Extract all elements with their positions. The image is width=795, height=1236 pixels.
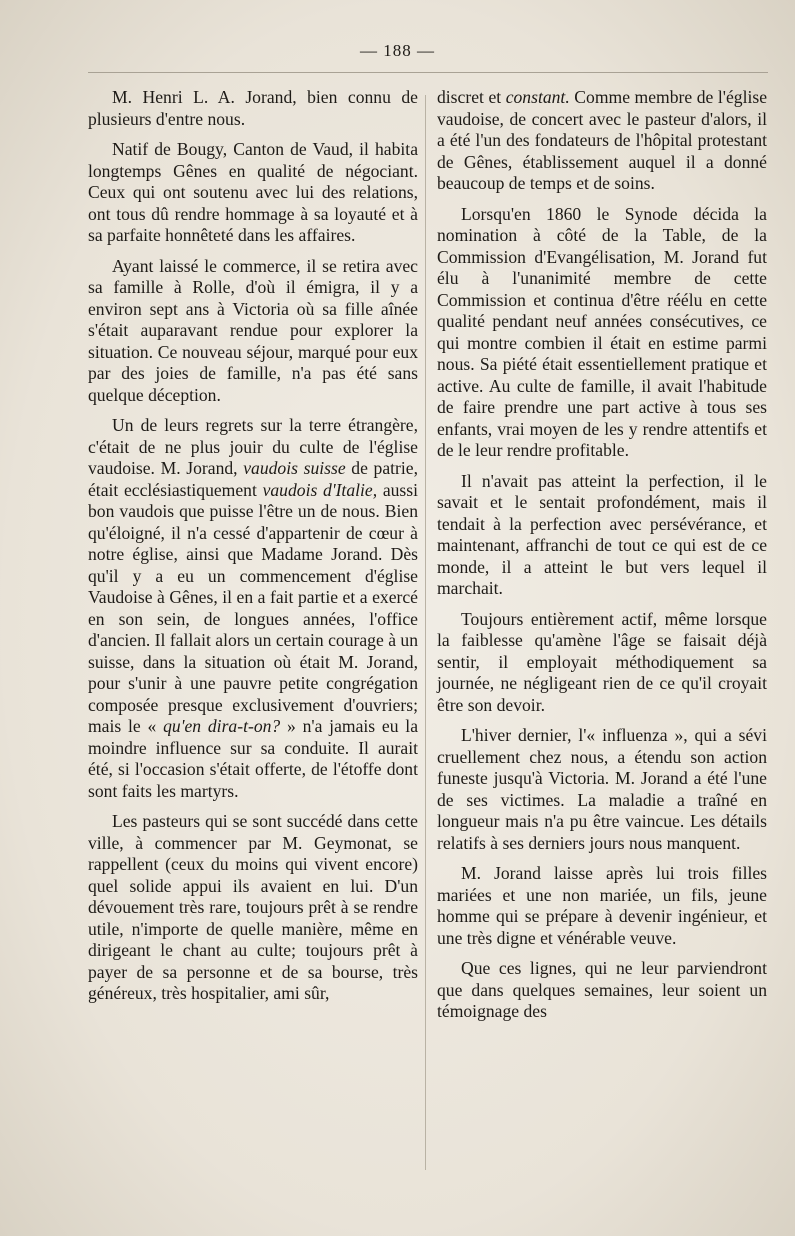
- paragraph: [88, 87, 418, 130]
- text-run: Les pasteurs qui se sont succédé dans cette ville, à commencer par M. Geymonat, se rappellent (ceux du moins qui vivent encore) quel solide appui ils avaient en lui. D'un dévouement très rare, toujours prêt à se rendre utile, n'importe de quelle manière, même en dirigeant le chant au culte; toujours prêt à payer de sa personne et de sa bourse, très généreux, très hospitalier, ami sûr,: [88, 811, 418, 1003]
- paragraph: [437, 609, 767, 717]
- text-run: de patrie, était ecclésiastiquement: [88, 458, 419, 500]
- header-rule: [88, 72, 768, 73]
- text-run: aussi bon vaudois que puisse l'être un de nous. Bien qu'éloigné, il n'a cessé d'appartenir de cœur à notre église, ainsi que Madame Jorand. Dès qu'il y a eu un commencement d'église Vaudoise à Gênes, il en a fait partie et a exercé en son sein, de longues années, l'office d'ancien. Il fallait alors un certain courage à un suisse, dans la situation où était M. Jorand, pour s'unir à une pauvre petite congrégation composée presque exclusivement d'ouvriers; mais le «: [88, 479, 419, 736]
- text-run: M. Jorand laisse après lui trois filles mariées et une non mariée, un fils, jeune homme qui se prépare à devenir ingénieur, et une très digne et vénérable veuve.: [437, 863, 767, 948]
- text-run: Un de leurs regrets sur la terre étrangère, c'était de ne plus jouir du culte de l'église vaudoise. M. Jorand,: [88, 415, 418, 478]
- paragraph: [88, 139, 418, 247]
- right-column: [437, 87, 767, 1032]
- paragraph: [88, 256, 418, 407]
- text-run: Il n'avait pas atteint la perfection, il le savait et le sentait profondément, mais il tendait à la perfection avec persévérance, et maintenant, affranchi de tout ce qui est de ce monde, il a atteint le but vers lequel il marchait.: [437, 470, 767, 598]
- column-divider: [425, 95, 426, 1170]
- paragraph: [88, 415, 418, 802]
- text-run: Que ces lignes, qui ne leur parviendront que dans quelques semaines, leur soient un témoignage des: [437, 958, 767, 1021]
- text-run: » n'a jamais eu la moindre influence sur sa conduite. Il aurait été, si l'occasion s'était offerte, de l'étoffe dont sont faits les martyrs.: [88, 716, 419, 801]
- italic-run: vaudois d'Italie,: [262, 479, 378, 500]
- text-run: Comme membre de l'église vaudoise, de concert avec le pasteur d'alors, il a été l'un des fondateurs de l'hôpital protestant de Gênes, établissement auquel il a donné beaucoup de temps et de soins.: [437, 87, 767, 193]
- text-run: Toujours entièrement actif, même lorsque la faiblesse qu'amène l'âge se faisait déjà sentir, il employait méthodiquement sa journée, ne négligeant rien de ce qu'il croyait être son devoir.: [437, 608, 767, 715]
- text-run: L'hiver dernier, l'« influenza », qui a sévi cruellement chez nous, a étendu son action funeste jusqu'à Victoria. M. Jorand a été l'une de ses victimes. La maladie a traîné en longueur mais n'a pu être vaincue. Les détails relatifs à ses derniers jours nous manquent.: [437, 725, 767, 853]
- paragraph: [437, 958, 767, 1023]
- text-run: discret et: [437, 87, 506, 107]
- paragraph: [437, 204, 767, 462]
- text-run: M. Henri L. A. Jorand, bien connu de plusieurs d'entre nous.: [88, 87, 418, 129]
- paragraph: [437, 863, 767, 949]
- text-run: Lorsqu'en 1860 le Synode décida la nomination à côté de la Table, de la Commission d'Evangélisation, M. Jorand fut élu à l'unanimité membre de cette Commission et continua d'être réélu en cette qualité pendant neuf années consécutives, ce qui montre combien il était en estime parmi nous. Sa piété était essentiellement pratique et active. Au culte de famille, il avait l'habitude de faire prendre une part active à tous ses enfants, vrai moyen de les y rendre attentifs et de le leur rendre profitable.: [437, 203, 767, 460]
- page-number: — 188 —: [360, 41, 435, 60]
- text-run: Ayant laissé le commerce, il se retira avec sa famille à Rolle, d'où il émigra, il y a environ sept ans à Victoria où sa fille aînée s'était auparavant rendue pour explorer la situation. Ce nouveau séjour, marqué pour eux par des joies de famille, n'a pas été sans quelque déception.: [88, 255, 418, 405]
- paragraph: [88, 811, 418, 1005]
- italic-run: vaudois suisse: [243, 458, 346, 478]
- left-column: [88, 87, 418, 1014]
- italic-run: qu'en dira-t-on?: [163, 716, 281, 736]
- text-run: Natif de Bougy, Canton de Vaud, il habita longtemps Gênes en qualité de négociant. Ceux qui ont soutenu avec lui des relations, ont tous dû rendre hommage à sa loyauté et à sa parfaite honnêteté dans les affaires.: [88, 139, 418, 245]
- paragraph: [437, 87, 767, 195]
- paragraph: [437, 725, 767, 854]
- paragraph: [437, 471, 767, 600]
- italic-run: constant.: [505, 87, 570, 107]
